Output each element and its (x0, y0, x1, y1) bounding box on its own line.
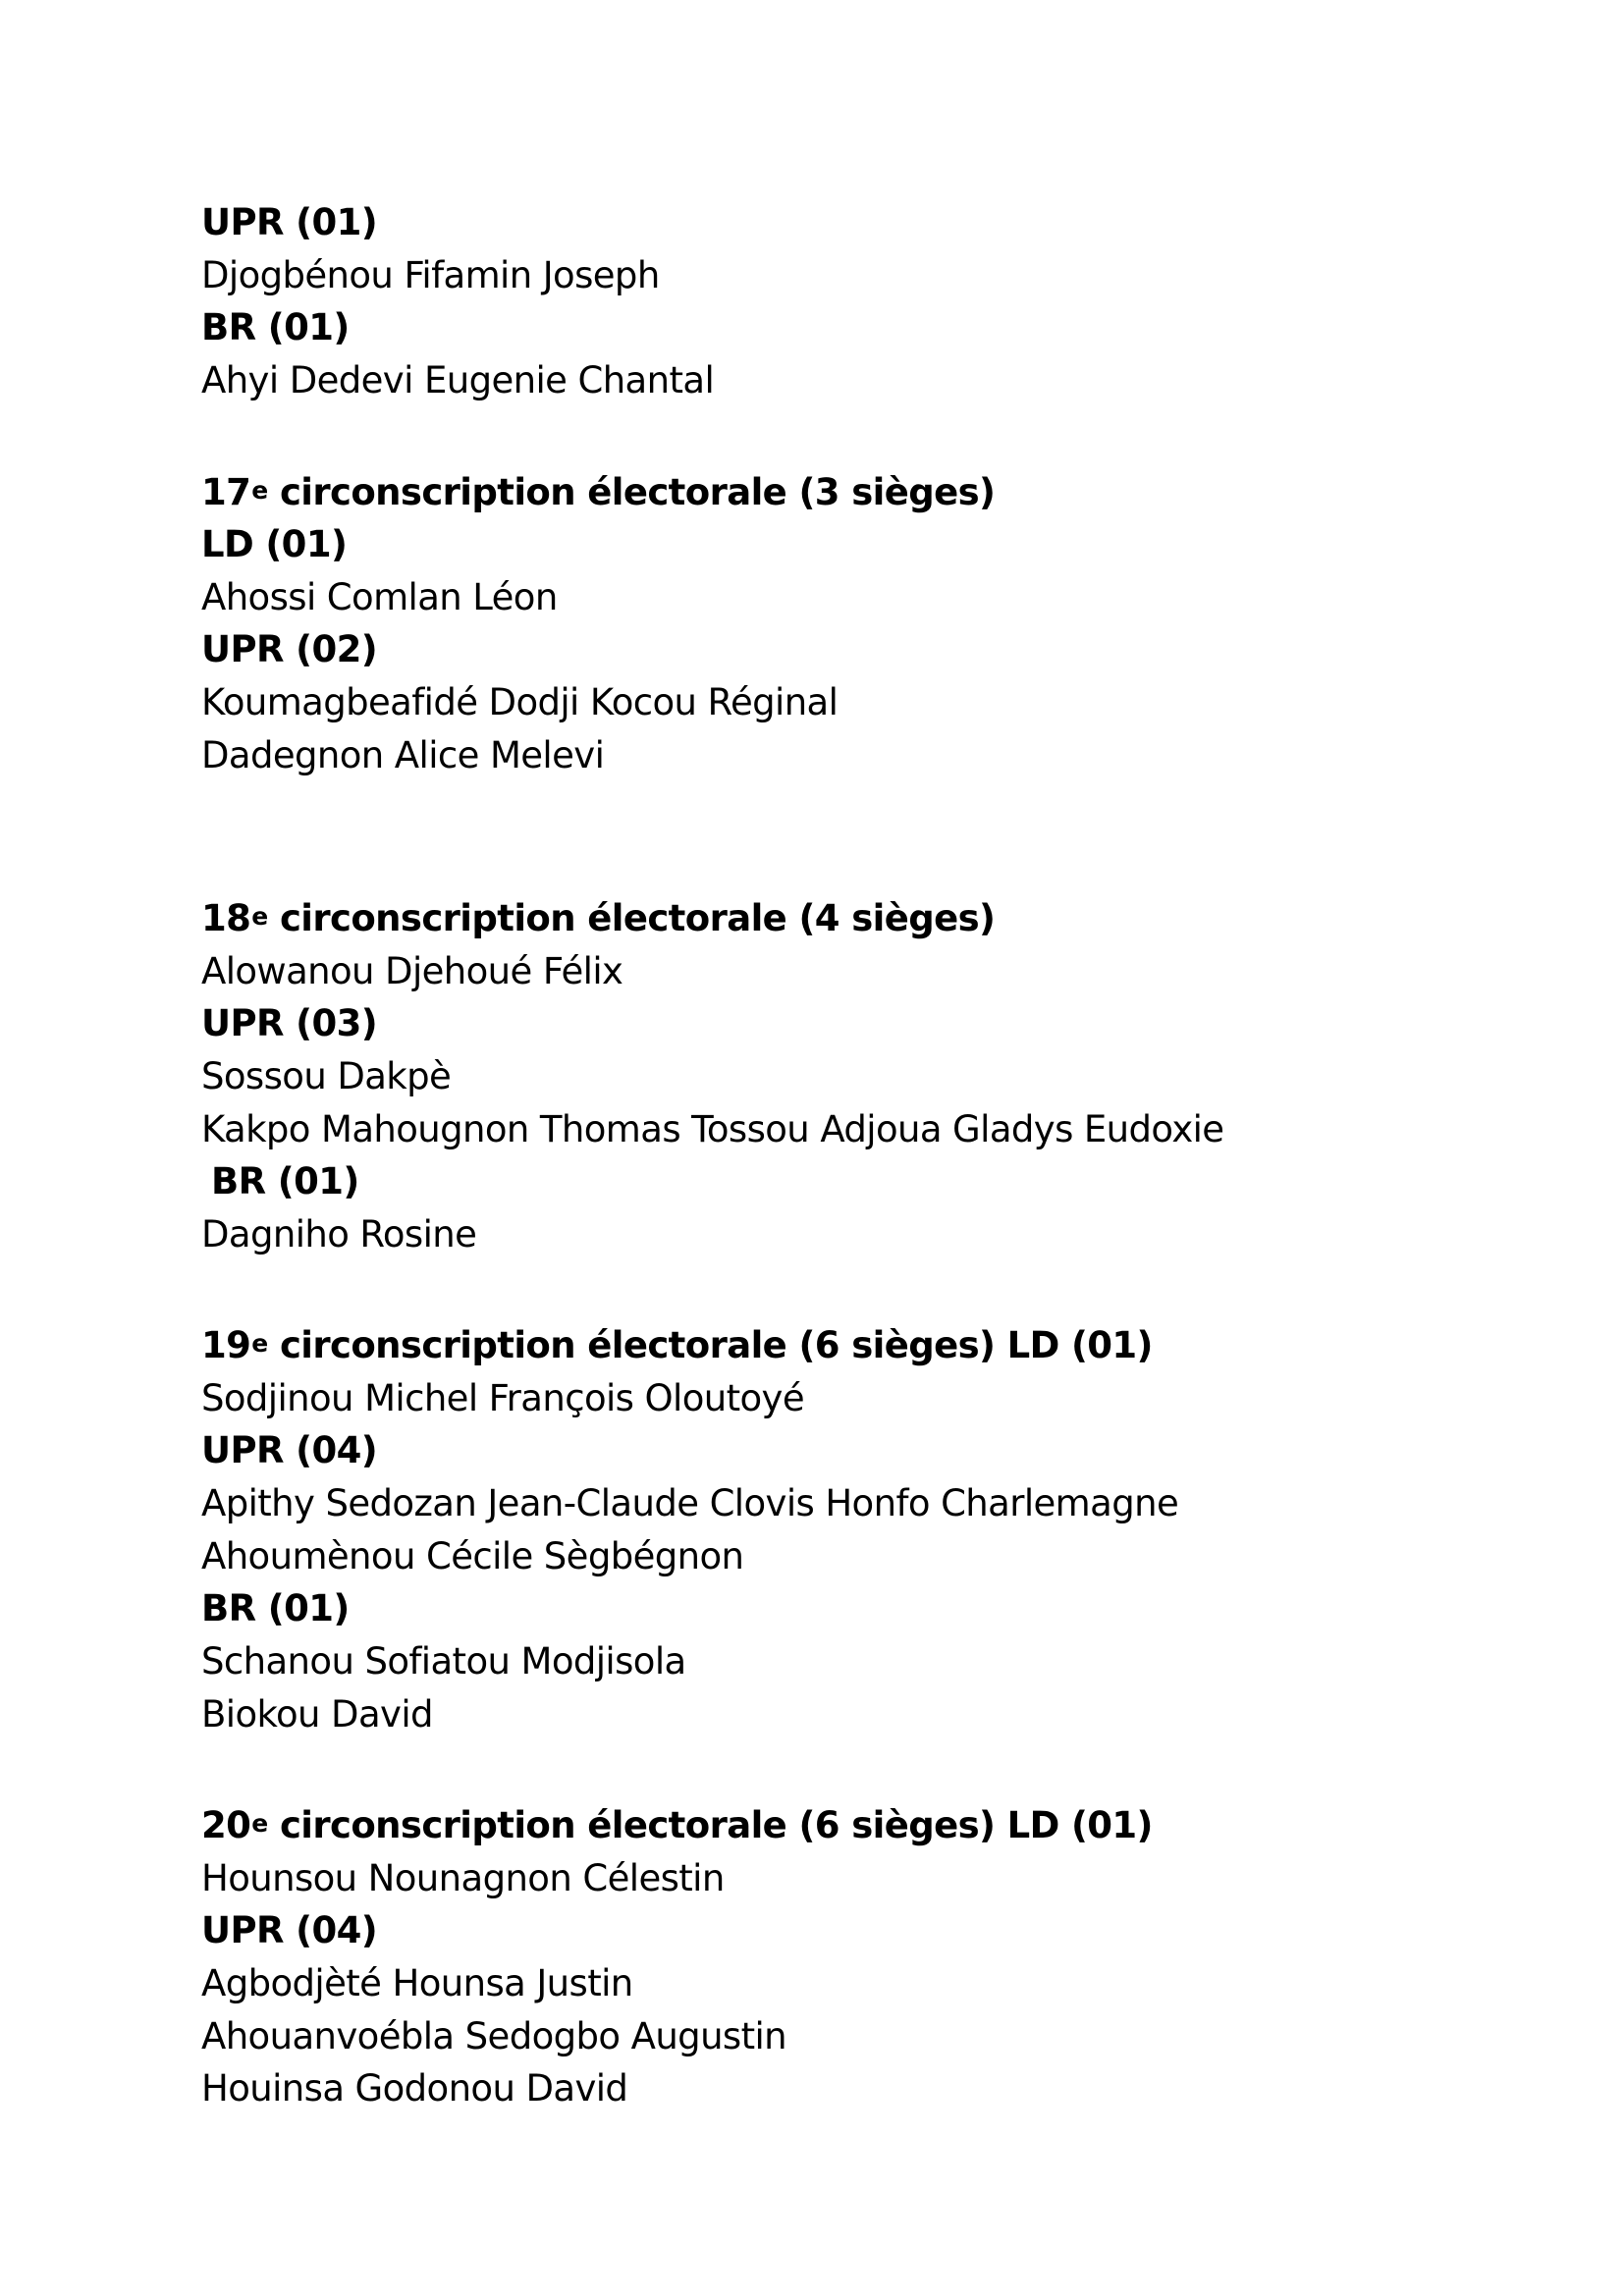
deputy-name: Kakpo Mahougnon Thomas Tossou Adjoua Gladys Eudoxie (201, 1108, 1224, 1150)
deputy-name: Houinsa Godonou David (201, 2067, 628, 2109)
constituency-title: circonscription électorale (6 sièges) LD (01) (267, 1804, 1153, 1846)
deputy-name: Dagniho Rosine (201, 1213, 477, 1255)
ordinal-suffix: e (251, 1809, 268, 1838)
constituency-heading (201, 897, 995, 940)
deputy-name: Ahossi Comlan Léon (201, 576, 558, 618)
party-heading: UPR (01) (201, 201, 378, 243)
constituency-title: circonscription électorale (3 sièges) (267, 471, 996, 513)
deputy-name: Ahoumènou Cécile Sègbégnon (201, 1535, 744, 1577)
constituency-number: 17 (201, 471, 251, 513)
deputy-name: Koumagbeafidé Dodji Kocou Réginal (201, 681, 839, 723)
party-heading: BR (01) (201, 306, 350, 348)
deputy-name: Biokou David (201, 1693, 433, 1735)
deputy-name: Ahouanvoébla Sedogbo Augustin (201, 2015, 787, 2057)
ordinal-suffix: e (251, 476, 268, 505)
ordinal-suffix: e (251, 1329, 268, 1358)
constituency-title: circonscription électorale (4 sièges) (267, 897, 996, 939)
constituency-number: 18 (201, 897, 251, 939)
constituency-heading (201, 1324, 1153, 1367)
constituency-number: 20 (201, 1804, 251, 1846)
deputy-name: Sodjinou Michel François Oloutoyé (201, 1377, 804, 1419)
deputy-name: Sossou Dakpè (201, 1055, 452, 1097)
deputy-name: Schanou Sofiatou Modjisola (201, 1640, 686, 1682)
party-heading: UPR (04) (201, 1429, 378, 1471)
deputy-name: Alowanou Djehoué Félix (201, 950, 623, 992)
deputy-name: Dadegnon Alice Melevi (201, 734, 605, 776)
constituency-title: circonscription électorale (6 sièges) LD (01) (267, 1324, 1153, 1366)
ordinal-suffix: e (251, 902, 268, 931)
deputy-name: Ahyi Dedevi Eugenie Chantal (201, 359, 715, 401)
constituency-number: 19 (201, 1324, 251, 1366)
deputy-name: Djogbénou Fifamin Joseph (201, 254, 660, 296)
party-heading: BR (01) (201, 1587, 350, 1629)
deputy-name: Apithy Sedozan Jean-Claude Clovis Honfo Charlemagne (201, 1482, 1179, 1524)
party-heading: UPR (02) (201, 628, 378, 670)
party-heading: UPR (04) (201, 1909, 378, 1951)
deputy-name: Hounsou Nounagnon Célestin (201, 1857, 725, 1899)
deputy-name: Agbodjèté Hounsa Justin (201, 1962, 633, 2004)
party-heading: BR (01) (211, 1160, 359, 1202)
party-heading: LD (01) (201, 523, 348, 565)
constituency-heading (201, 471, 995, 514)
constituency-heading (201, 1804, 1153, 1847)
party-heading: UPR (03) (201, 1002, 378, 1044)
